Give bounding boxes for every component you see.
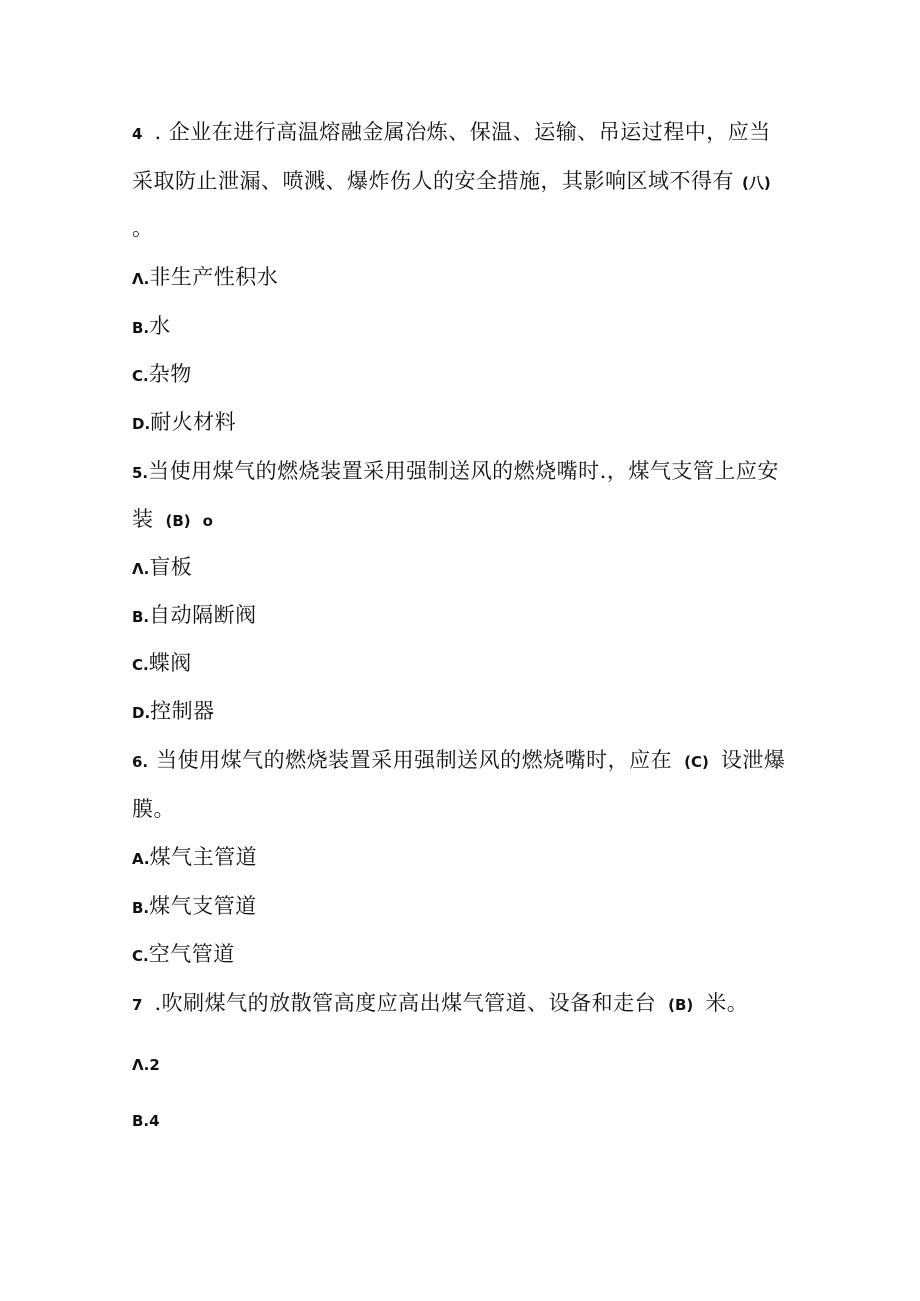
question-6-option-b <box>132 892 257 922</box>
option-label: C. <box>132 656 149 674</box>
question-4-line-2 <box>132 167 771 197</box>
question-5-option-a <box>132 553 192 583</box>
question-6-number: 6. <box>132 753 149 771</box>
option-text: 杂物 <box>148 362 192 386</box>
question-4-text-3: 。 <box>132 216 154 240</box>
option-label: B. <box>132 319 150 337</box>
option-label: B. <box>132 608 150 626</box>
question-6-line-1 <box>132 746 785 776</box>
question-6-answer: (C) <box>684 753 709 771</box>
question-5-option-d <box>132 697 215 727</box>
option-label: B. <box>132 899 150 917</box>
option-label: A. <box>132 850 150 868</box>
question-6-line-2 <box>132 795 175 823</box>
option-label: D. <box>132 415 151 433</box>
question-6-option-a <box>132 843 257 873</box>
question-5-line-2 <box>132 505 213 535</box>
question-4-text-1: . 企业在进行高温熔融金属冶炼、保温、运输、吊运过程中，应当 <box>154 120 771 144</box>
question-7-line-1 <box>132 989 748 1019</box>
question-4-line-1 <box>132 118 771 148</box>
option-label: C. <box>132 947 149 965</box>
option-text: 4 <box>149 1112 160 1130</box>
question-4-option-d <box>132 408 236 438</box>
question-4-option-c <box>132 360 192 390</box>
question-6-text-1: 当使用煤气的燃烧装置采用强制送风的燃烧嘴时，应在 <box>156 748 673 772</box>
question-6-option-c <box>132 940 235 970</box>
question-4-line-3 <box>132 214 154 242</box>
question-7-option-a <box>132 1049 160 1079</box>
option-label: D. <box>132 704 151 722</box>
question-6-text-1b: 设泄爆 <box>720 748 786 772</box>
question-4-answer: (八) <box>742 174 771 192</box>
option-label: B. <box>132 1112 150 1130</box>
option-text: 煤气支管道 <box>149 894 257 918</box>
question-7-number: 7 <box>132 996 143 1014</box>
option-text: 耐火材料 <box>150 410 237 434</box>
option-text: 控制器 <box>150 699 215 723</box>
question-6-text-2: 膜。 <box>132 797 175 821</box>
question-5-number: 5. <box>132 464 149 482</box>
option-text: 水 <box>149 314 171 338</box>
question-5-answer: (B) <box>165 512 191 530</box>
question-5-text-2: 装 <box>132 507 154 531</box>
question-4-option-b <box>132 312 171 342</box>
option-text: 非生产性积水 <box>149 265 279 289</box>
question-5-option-b <box>132 601 257 631</box>
question-7-option-b <box>132 1105 160 1135</box>
option-text: 煤气主管道 <box>149 845 258 869</box>
option-label: Λ. <box>132 270 150 288</box>
question-5-option-c <box>132 649 192 679</box>
option-text: 盲板 <box>149 555 193 579</box>
option-label: Λ. <box>132 1056 150 1074</box>
option-text: 空气管道 <box>148 942 235 966</box>
question-7-text-1: .吹刷煤气的放散管高度应高出煤气管道、设备和走台 <box>154 991 657 1015</box>
option-text: 蝶阀 <box>148 651 192 675</box>
question-7-text-1b: 米。 <box>705 991 749 1015</box>
option-text: 自动隔断阀 <box>149 603 257 627</box>
option-text: 2 <box>149 1056 160 1074</box>
question-4-text-2: 采取防止泄漏、喷溅、爆炸伤人的安全措施，其影响区域不得有 <box>132 169 734 193</box>
question-4-option-a <box>132 263 278 293</box>
question-5-line-1 <box>132 457 779 487</box>
option-label: C. <box>132 367 149 385</box>
question-4-number: 4 <box>132 125 143 143</box>
question-7-answer: (B) <box>668 996 694 1014</box>
question-5-text-1: 当使用煤气的燃烧装置采用强制送风的燃烧嘴时.，煤气支管上应安 <box>148 459 779 483</box>
option-label: Λ. <box>132 560 150 578</box>
question-5-trailing: o <box>202 512 213 530</box>
